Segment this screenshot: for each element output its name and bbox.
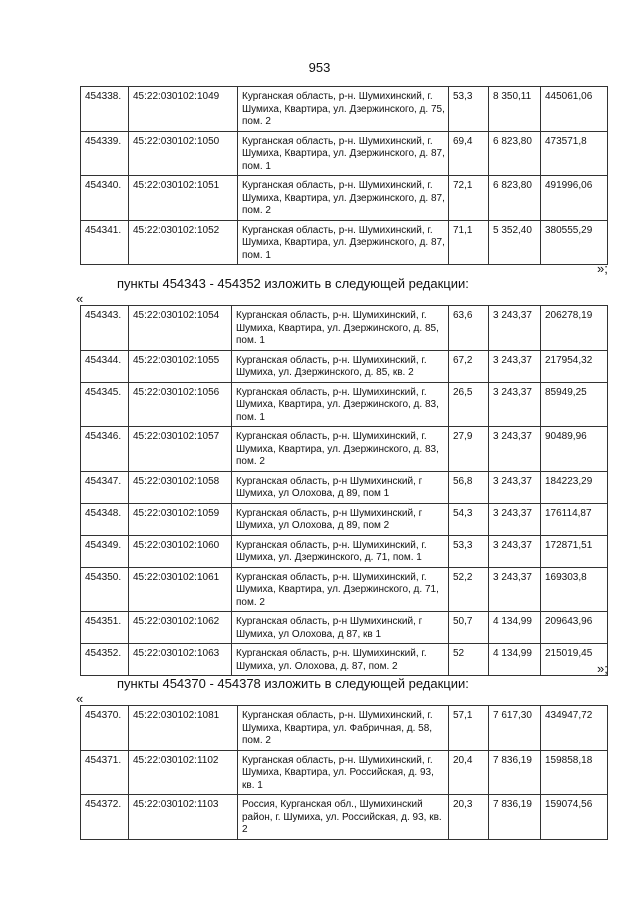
cadastral-value-cell: 85949,25 <box>541 382 608 427</box>
address-cell: Россия, Курганская обл., Шумихинский район, г. Шумиха, ул. Российская, д. 93, кв. 2 <box>238 795 449 840</box>
area-cell: 20,4 <box>449 750 489 795</box>
cadastral-table-2 <box>80 305 608 676</box>
table-row <box>81 471 608 503</box>
item-number-cell: 454370. <box>81 706 129 751</box>
cadastral-value-cell: 445061,06 <box>541 87 608 132</box>
cadastral-rate-cell: 6 823,80 <box>489 131 541 176</box>
item-number-cell: 454341. <box>81 220 129 265</box>
area-cell: 50,7 <box>449 612 489 644</box>
cadastral-number-cell: 45:22:030102:1057 <box>129 427 232 472</box>
address-cell: Курганская область, р-н. Шумихинский, г. Шумиха, Квартира, ул. Дзержинского, д. 87, пом. 1 <box>238 131 449 176</box>
cadastral-value-cell: 209643,96 <box>541 612 608 644</box>
amendment-paragraph: пункты 454343 - 454352 изложить в следующей редакции: <box>117 276 469 291</box>
table-row <box>81 644 608 676</box>
address-cell: Курганская область, р-н. Шумихинский, г. Шумиха, Квартира, ул. Дзержинского, д. 87, пом. 2 <box>238 176 449 221</box>
cadastral-rate-cell: 6 823,80 <box>489 176 541 221</box>
area-cell: 27,9 <box>449 427 489 472</box>
table-row <box>81 220 608 265</box>
cadastral-value-cell: 215019,45 <box>541 644 608 676</box>
cadastral-value-cell: 172871,51 <box>541 535 608 567</box>
address-cell: Курганская область, р-н. Шумихинский, г. Шумиха, Квартира, ул. Фабричная, д. 58, пом. 2 <box>238 706 449 751</box>
table-row <box>81 706 608 751</box>
item-number-cell: 454344. <box>81 350 129 382</box>
area-cell: 71,1 <box>449 220 489 265</box>
item-number-cell: 454371. <box>81 750 129 795</box>
address-cell: Курганская область, р-н. Шумихинский, г. Шумиха, Квартира, ул. Дзержинского, д. 83, пом. 2 <box>232 427 449 472</box>
cadastral-table-3 <box>80 705 608 840</box>
table-row <box>81 87 608 132</box>
cadastral-value-cell: 491996,06 <box>541 176 608 221</box>
area-cell: 52 <box>449 644 489 676</box>
cadastral-rate-cell: 5 352,40 <box>489 220 541 265</box>
area-cell: 56,8 <box>449 471 489 503</box>
area-cell: 20,3 <box>449 795 489 840</box>
opening-quote: « <box>76 691 84 706</box>
cadastral-rate-cell: 3 243,37 <box>489 350 541 382</box>
area-cell: 26,5 <box>449 382 489 427</box>
table-row <box>81 503 608 535</box>
table-row <box>81 427 608 472</box>
table-row <box>81 535 608 567</box>
item-number-cell: 454348. <box>81 503 129 535</box>
cadastral-rate-cell: 7 836,19 <box>489 750 541 795</box>
cadastral-number-cell: 45:22:030102:1063 <box>129 644 232 676</box>
cadastral-number-cell: 45:22:030102:1058 <box>129 471 232 503</box>
area-cell: 63,6 <box>449 306 489 351</box>
amendment-paragraph: пункты 454370 - 454378 изложить в следующей редакции: <box>117 676 469 691</box>
address-cell: Курганская область, р-н Шумихинский, г Шумиха, ул Олохова, д 89, пом 1 <box>232 471 449 503</box>
item-number-cell: 454340. <box>81 176 129 221</box>
cadastral-number-cell: 45:22:030102:1051 <box>129 176 238 221</box>
item-number-cell: 454351. <box>81 612 129 644</box>
cadastral-value-cell: 217954,32 <box>541 350 608 382</box>
cadastral-number-cell: 45:22:030102:1061 <box>129 567 232 612</box>
item-number-cell: 454352. <box>81 644 129 676</box>
cadastral-value-cell: 434947,72 <box>541 706 608 751</box>
address-cell: Курганская область, р-н. Шумихинский, г. Шумиха, Квартира, ул. Дзержинского, д. 75, пом. 2 <box>238 87 449 132</box>
address-cell: Курганская область, р-н Шумихинский, г Шумиха, ул Олохова, д 89, пом 2 <box>232 503 449 535</box>
item-number-cell: 454338. <box>81 87 129 132</box>
cadastral-rate-cell: 7 836,19 <box>489 795 541 840</box>
cadastral-number-cell: 45:22:030102:1060 <box>129 535 232 567</box>
address-cell: Курганская область, р-н Шумихинский, г Шумиха, ул Олохова, д 87, кв 1 <box>232 612 449 644</box>
cadastral-value-cell: 176114,87 <box>541 503 608 535</box>
cadastral-rate-cell: 7 617,30 <box>489 706 541 751</box>
cadastral-number-cell: 45:22:030102:1062 <box>129 612 232 644</box>
page-number: 953 <box>308 60 331 75</box>
closing-quote: »; <box>597 261 608 276</box>
table-row <box>81 567 608 612</box>
item-number-cell: 454350. <box>81 567 129 612</box>
area-cell: 67,2 <box>449 350 489 382</box>
cadastral-rate-cell: 3 243,37 <box>489 382 541 427</box>
item-number-cell: 454346. <box>81 427 129 472</box>
address-cell: Курганская область, р-н. Шумихинский, г. Шумиха, ул. Дзержинского, д. 71, пом. 1 <box>232 535 449 567</box>
table-row <box>81 350 608 382</box>
area-cell: 54,3 <box>449 503 489 535</box>
item-number-cell: 454347. <box>81 471 129 503</box>
cadastral-rate-cell: 3 243,37 <box>489 471 541 503</box>
opening-quote: « <box>76 291 84 306</box>
area-cell: 72,1 <box>449 176 489 221</box>
cadastral-value-cell: 169303,8 <box>541 567 608 612</box>
address-cell: Курганская область, р-н. Шумихинский, г. Шумиха, ул. Олохова, д. 87, пом. 2 <box>232 644 449 676</box>
address-cell: Курганская область, р-н. Шумихинский, г. Шумиха, Квартира, ул. Дзержинского, д. 71, пом. 2 <box>232 567 449 612</box>
table-row <box>81 306 608 351</box>
address-cell: Курганская область, р-н. Шумихинский, г. Шумиха, Квартира, ул. Дзержинского, д. 83, пом. 1 <box>232 382 449 427</box>
cadastral-rate-cell: 4 134,99 <box>489 612 541 644</box>
cadastral-rate-cell: 3 243,37 <box>489 535 541 567</box>
cadastral-rate-cell: 3 243,37 <box>489 567 541 612</box>
table-row <box>81 382 608 427</box>
address-cell: Курганская область, р-н. Шумихинский, г. Шумиха, ул. Дзержинского, д. 85, кв. 2 <box>232 350 449 382</box>
item-number-cell: 454349. <box>81 535 129 567</box>
cadastral-value-cell: 206278,19 <box>541 306 608 351</box>
cadastral-rate-cell: 8 350,11 <box>489 87 541 132</box>
cadastral-rate-cell: 4 134,99 <box>489 644 541 676</box>
cadastral-value-cell: 159074,56 <box>541 795 608 840</box>
cadastral-value-cell: 90489,96 <box>541 427 608 472</box>
table-row <box>81 795 608 840</box>
cadastral-number-cell: 45:22:030102:1103 <box>129 795 238 840</box>
area-cell: 53,3 <box>449 535 489 567</box>
cadastral-number-cell: 45:22:030102:1081 <box>129 706 238 751</box>
item-number-cell: 454343. <box>81 306 129 351</box>
item-number-cell: 454339. <box>81 131 129 176</box>
address-cell: Курганская область, р-н. Шумихинский, г. Шумиха, Квартира, ул. Российская, д. 93, кв. 1 <box>238 750 449 795</box>
area-cell: 53,3 <box>449 87 489 132</box>
area-cell: 69,4 <box>449 131 489 176</box>
cadastral-number-cell: 45:22:030102:1049 <box>129 87 238 132</box>
cadastral-number-cell: 45:22:030102:1054 <box>129 306 232 351</box>
cadastral-value-cell: 380555,29 <box>541 220 608 265</box>
cadastral-number-cell: 45:22:030102:1055 <box>129 350 232 382</box>
cadastral-rate-cell: 3 243,37 <box>489 427 541 472</box>
cadastral-rate-cell: 3 243,37 <box>489 503 541 535</box>
table-row <box>81 750 608 795</box>
cadastral-number-cell: 45:22:030102:1059 <box>129 503 232 535</box>
table-row <box>81 612 608 644</box>
item-number-cell: 454372. <box>81 795 129 840</box>
cadastral-number-cell: 45:22:030102:1056 <box>129 382 232 427</box>
cadastral-number-cell: 45:22:030102:1052 <box>129 220 238 265</box>
table-row <box>81 176 608 221</box>
cadastral-value-cell: 473571,8 <box>541 131 608 176</box>
area-cell: 57,1 <box>449 706 489 751</box>
item-number-cell: 454345. <box>81 382 129 427</box>
address-cell: Курганская область, р-н. Шумихинский, г. Шумиха, Квартира, ул. Дзержинского, д. 85, пом. 1 <box>232 306 449 351</box>
area-cell: 52,2 <box>449 567 489 612</box>
cadastral-number-cell: 45:22:030102:1050 <box>129 131 238 176</box>
cadastral-table-1 <box>80 86 608 265</box>
address-cell: Курганская область, р-н. Шумихинский, г. Шумиха, Квартира, ул. Дзержинского, д. 87, пом. 1 <box>238 220 449 265</box>
closing-quote: »; <box>597 661 608 676</box>
table-row <box>81 131 608 176</box>
cadastral-value-cell: 159858,18 <box>541 750 608 795</box>
cadastral-value-cell: 184223,29 <box>541 471 608 503</box>
cadastral-number-cell: 45:22:030102:1102 <box>129 750 238 795</box>
cadastral-rate-cell: 3 243,37 <box>489 306 541 351</box>
